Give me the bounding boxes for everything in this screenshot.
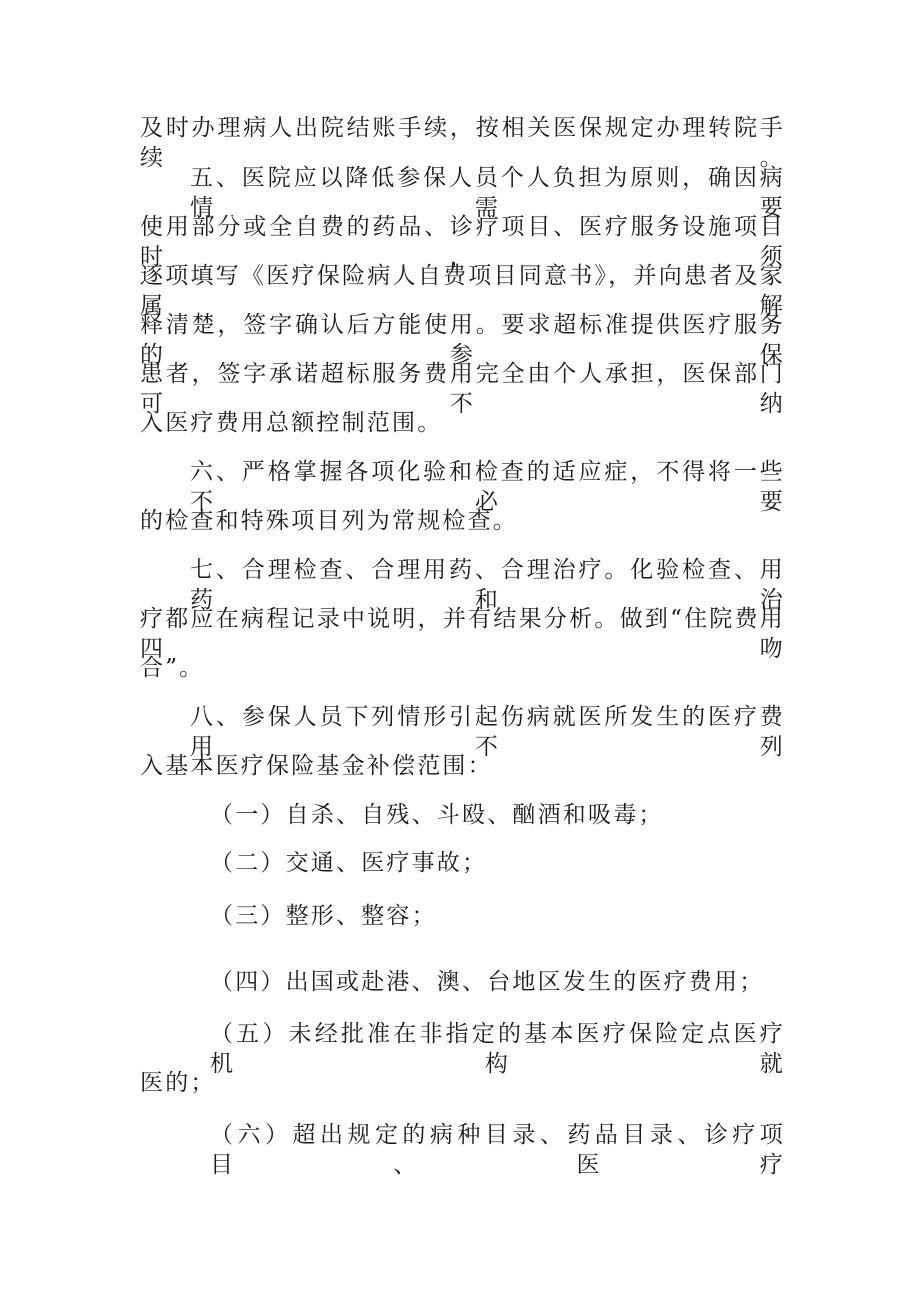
list-item: （三）整形、整容； xyxy=(210,903,437,929)
list-item: （二）交通、医疗事故； xyxy=(210,850,488,876)
list-item: （五）未经批准在非指定的基本医疗保险定点医疗机构就 xyxy=(210,1021,785,1077)
list-item: （六）超出规定的病种目录、药品目录、诊疗项目、医疗 xyxy=(210,1122,785,1178)
text-line: 五、医院应以降低参保人员个人负担为原则，确因病情需要 xyxy=(190,165,785,221)
text-line: 入基本医疗保险基金补偿范围： xyxy=(140,753,493,779)
text-line: 患者，签字承诺超标服务费用完全由个人承担，医保部门可不纳 xyxy=(140,361,785,417)
text-line: 医的； xyxy=(140,1070,216,1096)
text-line: 疗都应在病程记录中说明，并有结果分析。做到“住院费用四吻 xyxy=(140,606,785,662)
text-line: 七、合理检查、合理用药、合理治疗。化验检查、用药和治 xyxy=(190,557,785,613)
text-line: 入医疗费用总额控制范围。 xyxy=(140,410,443,436)
text-line: 及时办理病人出院结账手续，按相关医保规定办理转院手续。 xyxy=(140,115,785,171)
text-line: 八、参保人员下列情形引起伤病就医所发生的医疗费用不列 xyxy=(190,704,785,760)
text-line: 释清楚，签字确认后方能使用。要求超标准提供医疗服务的参保 xyxy=(140,312,785,368)
list-item: （四）出国或赴港、澳、台地区发生的医疗费用； xyxy=(210,969,765,995)
text-line: 合”。 xyxy=(140,655,205,681)
list-item: （一）自杀、自残、斗殴、酗酒和吸毒； xyxy=(210,802,664,828)
text-line: 使用部分或全自费的药品、诊疗项目、医疗服务设施项目时，须 xyxy=(140,214,785,270)
text-line: 逐项填写《医疗保险病人自费项目同意书》，并向患者及家属解 xyxy=(140,263,785,319)
text-line: 六、严格掌握各项化验和检查的适应症，不得将一些不必要 xyxy=(190,459,785,515)
text-line: 的检查和特殊项目列为常规检查。 xyxy=(140,508,518,534)
